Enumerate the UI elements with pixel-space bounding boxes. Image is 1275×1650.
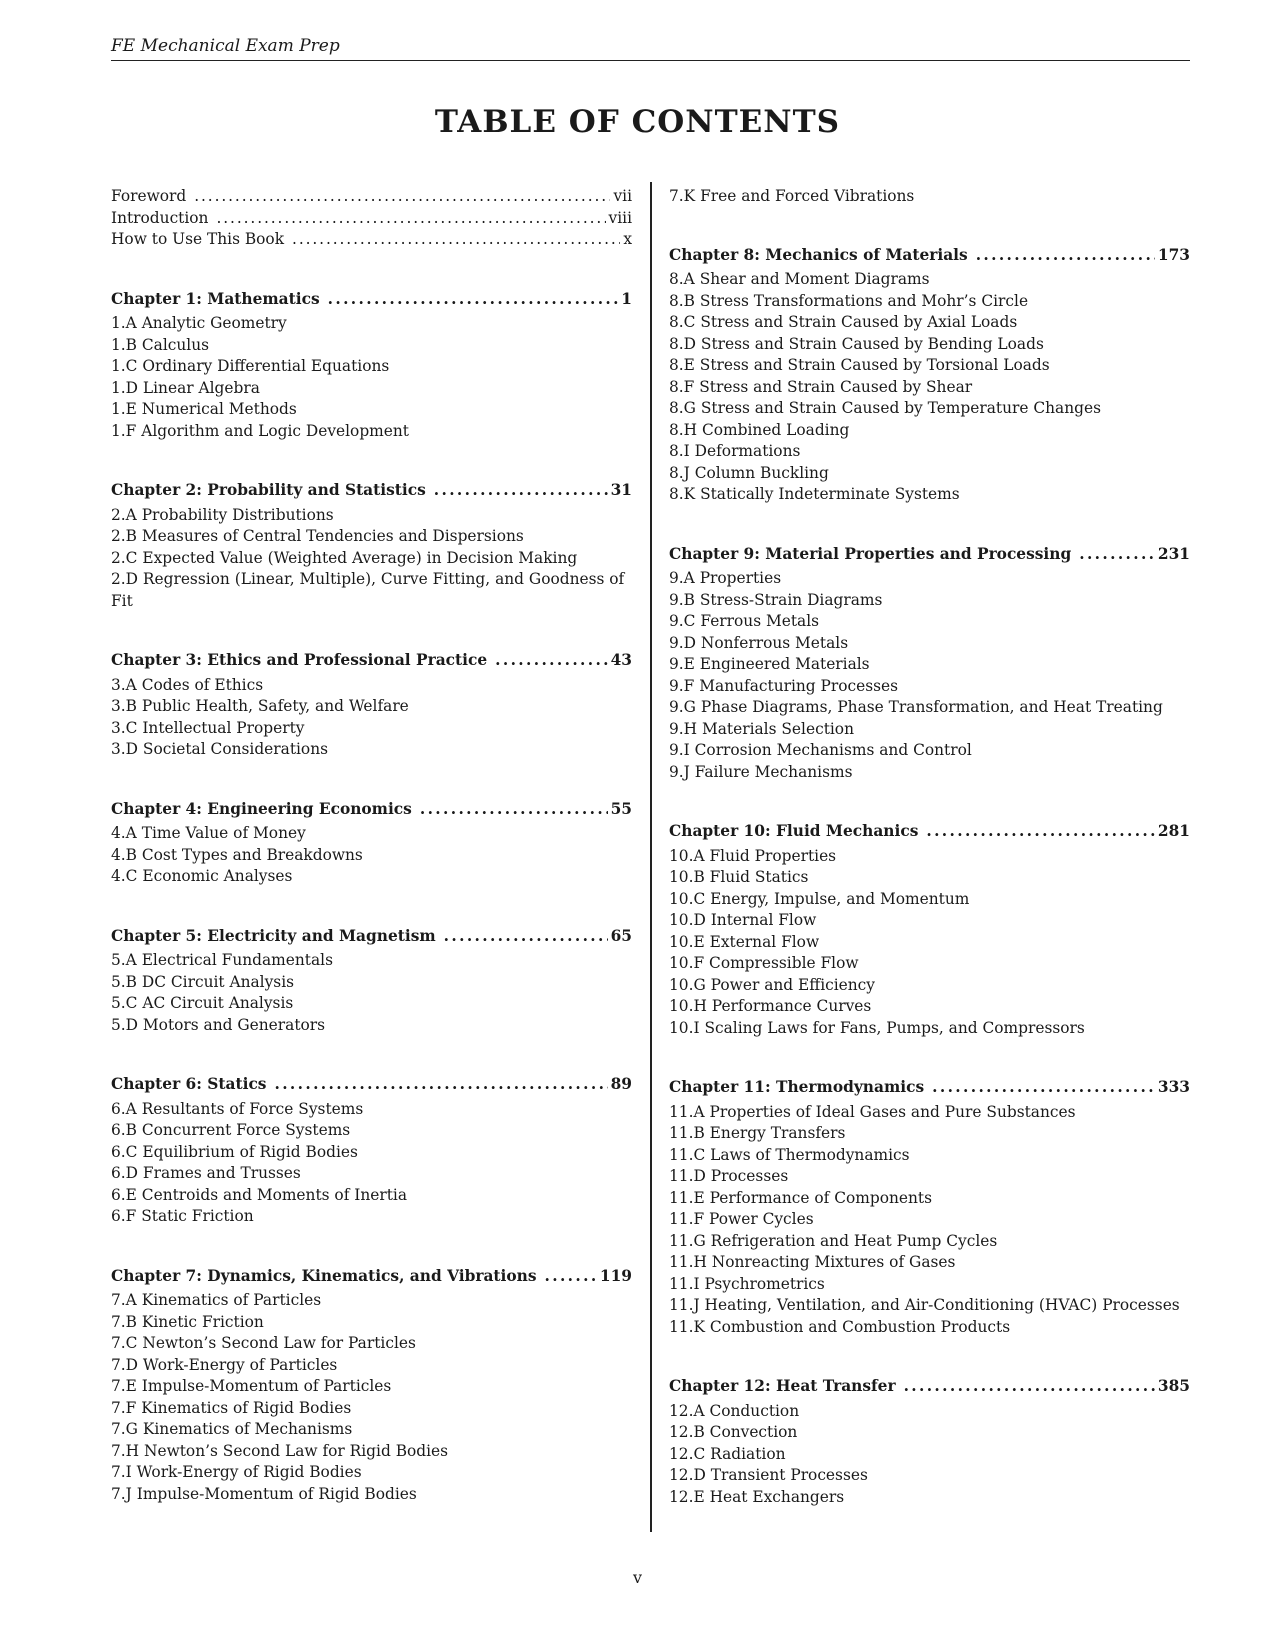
chapter-continuation <box>669 186 1190 208</box>
chapter-block <box>669 821 1190 1039</box>
entry-page-number: 119 <box>599 1266 632 1285</box>
section-entry[interactable]: 10.E External Flow <box>669 932 820 951</box>
dot-leader <box>495 650 607 672</box>
section-entry[interactable]: 1.E Numerical Methods <box>111 400 297 418</box>
dot-leader <box>904 1376 1155 1398</box>
entry-page-number: 385 <box>1157 1377 1190 1395</box>
section-entry[interactable]: 12.B Convection <box>669 1423 798 1441</box>
chapter-heading[interactable] <box>111 799 632 821</box>
section-entry[interactable]: 4.A Time Value of Money <box>111 824 306 842</box>
dot-leader <box>444 926 608 948</box>
chapter-block <box>669 245 1190 506</box>
chapter-heading[interactable] <box>669 821 1190 843</box>
dot-leader <box>274 1074 607 1096</box>
section-entry[interactable]: 10.A Fluid Properties <box>669 846 837 865</box>
front-matter-list <box>111 186 632 251</box>
chapter-heading[interactable] <box>111 480 632 502</box>
page-number: v <box>632 1568 643 1587</box>
section-entry[interactable]: 5.C AC Circuit Analysis <box>111 994 294 1012</box>
section-entry[interactable]: 8.G Stress and Strain Caused by Temperature Changes <box>669 399 1101 417</box>
left-chapter-list <box>111 289 632 1506</box>
section-entry[interactable]: 9.D Nonferrous Metals <box>669 633 849 652</box>
toc-right-column <box>669 186 1190 1546</box>
section-entry[interactable]: 7.G Kinematics of Mechanisms <box>111 1420 353 1438</box>
section-entry[interactable]: 7.C Newton’s Second Law for Particles <box>111 1334 416 1352</box>
front-matter-entry[interactable] <box>111 186 632 208</box>
section-entry[interactable]: 8.E Stress and Strain Caused by Torsional Loads <box>669 356 1050 374</box>
entry-page-number: 31 <box>610 481 632 499</box>
section-entry[interactable]: 10.H Performance Curves <box>669 997 872 1015</box>
section-entry[interactable]: 11.I Psychrometrics <box>669 1274 825 1293</box>
chapter-block <box>669 1376 1190 1508</box>
section-entry[interactable]: 9.H Materials Selection <box>669 719 854 738</box>
section-entry[interactable]: 4.C Economic Analyses <box>111 867 293 885</box>
chapter-block <box>111 480 632 612</box>
section-entry[interactable]: 1.D Linear Algebra <box>111 378 260 397</box>
section-entry[interactable]: 8.B Stress Transformations and Mohr’s Circle <box>669 291 1029 310</box>
chapter-heading[interactable] <box>669 245 1190 267</box>
section-entry[interactable]: 7.H Newton’s Second Law for Rigid Bodies <box>111 1441 449 1460</box>
section-entry[interactable]: 11.H Nonreacting Mixtures of Gases <box>669 1253 956 1271</box>
section-entry[interactable]: 9.B Stress-Strain Diagrams <box>669 590 883 609</box>
section-entry[interactable]: 8.K Statically Indeterminate Systems <box>669 485 960 503</box>
section-entry[interactable]: 8.J Column Buckling <box>669 463 829 482</box>
dot-leader <box>434 480 608 502</box>
section-entry[interactable]: 4.B Cost Types and Breakdowns <box>111 845 363 864</box>
chapter-heading[interactable] <box>669 1376 1190 1398</box>
section-entry[interactable]: 8.D Stress and Strain Caused by Bending Loads <box>669 334 1044 353</box>
chapter-heading[interactable] <box>669 544 1190 566</box>
section-entry[interactable]: 6.F Static Friction <box>111 1207 254 1225</box>
entry-label: Chapter 3: Ethics and Professional Practice <box>111 651 488 669</box>
section-entry[interactable]: 3.C Intellectual Property <box>111 718 305 737</box>
section-entry[interactable]: 6.E Centroids and Moments of Inertia <box>111 1185 408 1204</box>
chapter-block <box>111 1266 632 1506</box>
section-entry[interactable]: 8.A Shear and Moment Diagrams <box>669 270 930 288</box>
section-entry[interactable]: 11.B Energy Transfers <box>669 1124 846 1142</box>
entry-page-number: 89 <box>610 1075 632 1093</box>
entry-label: Chapter 4: Engineering Economics <box>111 799 412 818</box>
section-entry[interactable]: 11.E Performance of Components <box>669 1188 932 1207</box>
section-entry[interactable]: 11.G Refrigeration and Heat Pump Cycles <box>669 1231 998 1250</box>
toc-left-column <box>111 186 632 1543</box>
entry-label: Chapter 7: Dynamics, Kinematics, and Vibrations <box>111 1266 537 1285</box>
section-entry[interactable]: 3.A Codes of Ethics <box>111 675 264 694</box>
chapter-block <box>111 926 632 1037</box>
section-entry[interactable]: 10.F Compressible Flow <box>669 954 859 972</box>
dot-leader <box>216 208 605 230</box>
page-title: TABLE OF CONTENTS <box>434 104 841 140</box>
entry-page-number: 231 <box>1157 544 1190 563</box>
section-entry[interactable]: 1.B Calculus <box>111 335 210 354</box>
section-entry[interactable]: 8.C Stress and Strain Caused by Axial Loads <box>669 313 1018 331</box>
column-divider <box>650 182 652 1532</box>
dot-leader <box>976 245 1155 267</box>
section-entry[interactable]: 10.B Fluid Statics <box>669 868 809 886</box>
section-entry[interactable]: 5.A Electrical Fundamentals <box>111 951 333 969</box>
chapter-block <box>669 544 1190 784</box>
section-entry[interactable]: 9.F Manufacturing Processes <box>669 676 899 695</box>
section-entry[interactable]: 6.A Resultants of Force Systems <box>111 1099 364 1118</box>
section-entry[interactable]: 7.F Kinematics of Rigid Bodies <box>111 1398 352 1417</box>
section-entry[interactable]: 3.B Public Health, Safety, and Welfare <box>111 697 409 715</box>
section-entry[interactable]: 11.J Heating, Ventilation, and Air-Conditioning (HVAC) Processes <box>669 1296 1180 1314</box>
dot-leader <box>545 1266 597 1288</box>
dot-leader <box>292 229 620 251</box>
entry-label: Chapter 6: Statics <box>111 1075 267 1093</box>
section-entry[interactable]: 11.K Combustion and Combustion Products <box>669 1317 1011 1336</box>
dot-leader <box>420 799 608 821</box>
section-entry[interactable]: 7.A Kinematics of Particles <box>111 1291 322 1309</box>
entry-page-number: 1 <box>621 289 632 308</box>
chapter-block <box>111 289 632 443</box>
chapter-block <box>669 1077 1190 1338</box>
section-entry[interactable]: 11.A Properties of Ideal Gases and Pure Substances <box>669 1102 1076 1121</box>
section-entry[interactable]: 3.D Societal Considerations <box>111 740 329 758</box>
entry-label: Chapter 2: Probability and Statistics <box>111 481 426 499</box>
entry-label: Chapter 11: Thermodynamics <box>669 1078 925 1096</box>
section-entry[interactable]: 10.G Power and Efficiency <box>669 975 875 994</box>
dot-leader <box>194 186 610 208</box>
chapter-block <box>111 650 632 761</box>
entry-label: Chapter 12: Heat Transfer <box>669 1377 896 1395</box>
front-matter-entry[interactable] <box>111 229 632 251</box>
dot-leader <box>932 1077 1155 1099</box>
entry-label: Chapter 10: Fluid Mechanics <box>669 822 919 840</box>
section-entry[interactable]: 8.I Deformations <box>669 442 801 460</box>
section-entry[interactable]: 7.I Work-Energy of Rigid Bodies <box>111 1463 362 1481</box>
section-entry[interactable]: 9.I Corrosion Mechanisms and Control <box>669 741 972 759</box>
section-entry[interactable]: 6.C Equilibrium of Rigid Bodies <box>111 1142 358 1161</box>
chapter-heading[interactable] <box>111 289 632 311</box>
entry-page-number: viii <box>608 208 632 227</box>
entry-page-number: 281 <box>1157 822 1190 840</box>
section-entry[interactable]: 5.B DC Circuit Analysis <box>111 972 295 991</box>
chapter-block <box>111 1074 632 1228</box>
chapter-heading[interactable] <box>111 1266 632 1288</box>
chapter-heading[interactable] <box>111 650 632 672</box>
section-entry[interactable]: 11.F Power Cycles <box>669 1210 814 1228</box>
section-entry[interactable]: 8.H Combined Loading <box>669 420 850 439</box>
section-entry[interactable]: 12.A Conduction <box>669 1401 800 1420</box>
entry-page-number: 55 <box>610 799 632 818</box>
section-entry[interactable]: 2.C Expected Value (Weighted Average) in Decision Making <box>111 548 578 567</box>
dot-leader <box>926 821 1154 843</box>
section-entry[interactable]: 2.D Regression (Linear, Multiple), Curve Fitting, and Goodness of Fit <box>111 570 625 610</box>
section-entry[interactable]: 9.G Phase Diagrams, Phase Transformation, and Heat Treating <box>669 698 1163 716</box>
running-head: FE Mechanical Exam Prep <box>111 36 1190 61</box>
section-entry[interactable]: 1.C Ordinary Differential Equations <box>111 357 390 375</box>
entry-label: Chapter 8: Mechanics of Materials <box>669 245 968 264</box>
section-entry[interactable]: 1.A Analytic Geometry <box>111 314 287 332</box>
section-entry[interactable]: 2.A Probability Distributions <box>111 505 334 524</box>
entry-page-number: 43 <box>610 651 632 669</box>
front-matter-entry[interactable] <box>111 208 632 230</box>
dot-leader <box>328 289 619 311</box>
right-chapter-list <box>669 245 1190 1509</box>
section-entry[interactable]: 8.F Stress and Strain Caused by Shear <box>669 377 973 396</box>
entry-page-number: 333 <box>1157 1078 1190 1096</box>
section-entry[interactable]: 9.A Properties <box>669 569 782 587</box>
section-entry[interactable]: 11.C Laws of Thermodynamics <box>669 1145 910 1164</box>
entry-page-number: x <box>623 230 632 248</box>
section-entry[interactable]: 7.K Free and Forced Vibrations <box>669 187 915 205</box>
chapter-block <box>111 799 632 888</box>
chapter-heading[interactable] <box>669 1077 1190 1099</box>
chapter-heading[interactable] <box>111 926 632 948</box>
chapter-heading[interactable] <box>111 1074 632 1096</box>
entry-label: Chapter 5: Electricity and Magnetism <box>111 926 436 945</box>
section-entry[interactable]: 10.I Scaling Laws for Fans, Pumps, and Compressors <box>669 1018 1085 1037</box>
section-entry[interactable]: 6.B Concurrent Force Systems <box>111 1121 351 1139</box>
section-entry[interactable]: 9.J Failure Mechanisms <box>669 762 853 781</box>
section-entry[interactable]: 7.E Impulse-Momentum of Particles <box>111 1377 392 1395</box>
entry-page-number: vii <box>613 187 632 205</box>
entry-label: Foreword <box>111 187 187 205</box>
entry-label: Chapter 9: Material Properties and Processing <box>669 544 1072 563</box>
entry-page-number: 65 <box>610 926 632 945</box>
entry-label: Chapter 1: Mathematics <box>111 289 320 308</box>
section-entry[interactable]: 12.E Heat Exchangers <box>669 1487 845 1506</box>
section-entry[interactable]: 9.C Ferrous Metals <box>669 612 820 630</box>
dot-leader <box>1079 544 1155 566</box>
section-entry[interactable]: 10.D Internal Flow <box>669 911 817 929</box>
section-entry[interactable]: 12.C Radiation <box>669 1444 786 1463</box>
section-entry[interactable]: 7.D Work-Energy of Particles <box>111 1355 338 1374</box>
section-entry[interactable]: 11.D Processes <box>669 1167 789 1185</box>
section-entry[interactable]: 12.D Transient Processes <box>669 1466 868 1484</box>
entry-page-number: 173 <box>1157 245 1190 264</box>
entry-label: Introduction <box>111 208 209 227</box>
section-entry[interactable]: 2.B Measures of Central Tendencies and Dispersions <box>111 527 524 545</box>
section-entry[interactable]: 10.C Energy, Impulse, and Momentum <box>669 889 970 908</box>
section-entry[interactable]: 7.J Impulse-Momentum of Rigid Bodies <box>111 1484 417 1503</box>
entry-label: How to Use This Book <box>111 230 285 248</box>
section-entry[interactable]: 1.F Algorithm and Logic Development <box>111 421 409 440</box>
section-entry[interactable]: 5.D Motors and Generators <box>111 1015 326 1034</box>
section-entry[interactable]: 7.B Kinetic Friction <box>111 1312 264 1331</box>
section-entry[interactable]: 6.D Frames and Trusses <box>111 1164 301 1182</box>
section-entry[interactable]: 9.E Engineered Materials <box>669 655 870 673</box>
